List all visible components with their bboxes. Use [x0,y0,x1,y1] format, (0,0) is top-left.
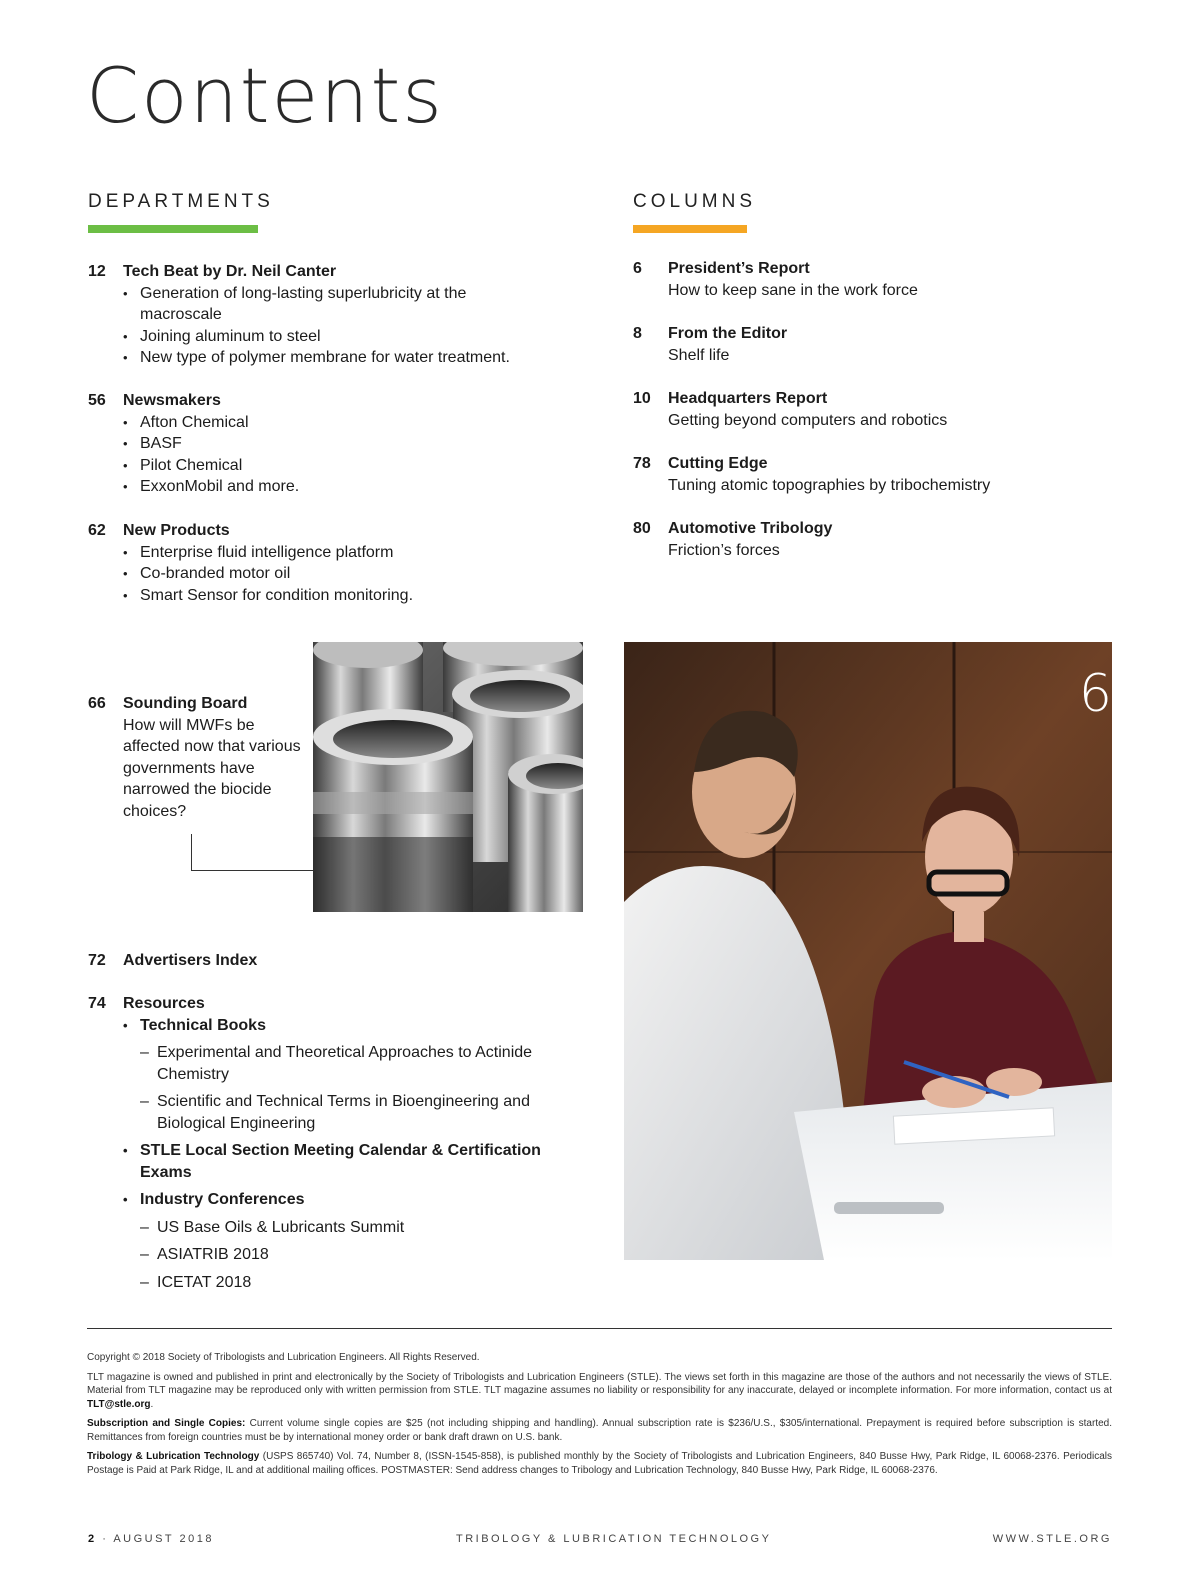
book-item: – Scientific and Technical Terms in Bioengineering and Biological Engineering [140,1091,557,1134]
publication-label: Tribology & Lubrication Technology [87,1451,260,1462]
column-entry-headquarters-report[interactable] [633,388,1093,431]
department-entry-newsmakers[interactable] [88,390,558,498]
footer-page-info [88,1533,214,1545]
departments-accent-bar [88,225,258,233]
column-entry-cutting-edge[interactable] [633,453,1093,496]
footer-magazine-name: TRIBOLOGY & LUBRICATION TECHNOLOGY [456,1533,772,1545]
subscription-notice [87,1417,1112,1444]
industry-conferences-label: Industry Conferences [140,1191,305,1208]
entry-title: Sounding Board [123,695,248,712]
footer-date: AUGUST 2018 [113,1533,214,1545]
entry-page-number: 78 [633,455,651,472]
publication-text: (USPS 865740) Vol. 74, Number 8, (ISSN-1545-858), is published monthly by the Society of Tribologists and Lubrication Engineers, 840 Busse Hwy, Park Ridge, IL 60068-2376. Periodicals Postage is Paid at Park Ridge, IL and at additional mailing offices. POSTMASTER: Send address changes to Tribology and Lubrication Technology, 840 Busse Hwy, Park Ridge, IL 60068-2376. [87,1451,1112,1476]
entry-subtitle: How to keep sane in the work force [668,281,918,299]
list-item: • New type of polymer membrane for water treatment. [123,347,558,369]
entry-title: From the Editor [668,325,788,342]
department-entry-advertisers-index[interactable] [88,950,558,972]
entry-title: New Products [123,522,230,539]
entry-title: Headquarters Report [668,390,828,407]
entry-subtitle: Friction’s forces [668,541,780,559]
entry-subtitle: Tuning atomic topographies by tribochemistry [668,476,991,494]
column-entry-automotive-tribology[interactable] [633,518,1093,561]
footer-separator: · [102,1533,114,1545]
resources-calendar: • STLE Local Section Meeting Calendar & Certification Exams [123,1140,588,1183]
entry-page-number: 56 [88,392,106,409]
entry-title: Automotive Tribology [668,520,833,537]
entry-title: Tech Beat by Dr. Neil Canter [123,263,337,280]
entry-title: Advertisers Index [123,952,258,969]
entry-page-number: 74 [88,995,106,1012]
department-entry-new-products[interactable] [88,520,558,606]
department-entry-resources[interactable] [88,993,588,1299]
contact-email-link[interactable]: TLT@stle.org [87,1398,151,1410]
list-item: • Smart Sensor for condition monitoring. [123,585,558,607]
list-item: • Enterprise fluid intelligence platform [123,542,558,564]
entry-title: Newsmakers [123,392,221,409]
column-entry-from-the-editor[interactable] [633,323,1093,366]
list-item: • ExxonMobil and more. [123,476,558,498]
entry-subtitle: Getting beyond computers and robotics [668,411,948,429]
entry-page-number: 80 [633,520,651,537]
subscription-text: Current volume single copies are $25 (not including shipping and handling). Annual subscription rate is $236/U.S., $305/international. Prepayment is required before subscription is started. Remittances from foreign countries must be by international money order or bank draft drawn on U.S. bank. [87,1418,1112,1443]
resources-industry-conferences [123,1189,588,1293]
publication-notice [87,1450,1112,1477]
fine-print [87,1351,1112,1483]
conference-item: – ASIATRIB 2018 [140,1244,588,1266]
columns-heading: COLUMNS [633,191,757,212]
photo-page-number: 6 [1078,664,1112,724]
entry-description: How will MWFs be affected now that various governments have narrowed the biocide choices? [123,716,301,820]
list-item: • Afton Chemical [123,412,558,434]
footer-page-number: 2 [88,1533,97,1545]
ownership-notice: TLT magazine is owned and published in print and electronically by the Society of Tribologists and Lubrication Engineers (STLE). The views set forth in this magazine are those of the authors and not necessarily the views of STLE. Material from TLT magazine may be reproduced only with written permission from STLE. TLT magazine assumes no liability or responsibility for any inaccurate, delayed or incomplete information. For more information, contact us at TLT@stle.org. [87,1371,1112,1410]
entry-page-number: 12 [88,263,106,280]
list-item: • Pilot Chemical [123,455,558,477]
entry-subtitle: Shelf life [668,346,730,364]
department-entry-tech-beat[interactable] [88,261,558,369]
entry-title: Cutting Edge [668,455,768,472]
entry-page-number: 72 [88,952,106,969]
resources-technical-books [123,1015,588,1135]
ownership-text: TLT magazine is owned and published in print and electronically by the Society of Tribologists and Lubrication Engineers (STLE). The views set forth in this magazine are those of the authors and not necessarily the views of STLE. Material from TLT magazine may be reproduced only with written permission from STLE. TLT magazine assumes no liability or responsibility for any inaccurate, delayed or incomplete information. For more information, contact us at [87,1371,1112,1396]
entry-title: President’s Report [668,260,810,277]
columns-accent-bar [633,225,747,233]
entry-page-number: 66 [88,695,106,712]
footer-website-link[interactable]: WWW.STLE.ORG [992,1533,1112,1545]
list-item: • BASF [123,433,558,455]
entry-page-number: 62 [88,522,106,539]
conference-item: – US Base Oils & Lubricants Summit [140,1217,588,1239]
subscription-label: Subscription and Single Copies: [87,1418,246,1429]
entry-page-number: 10 [633,390,651,407]
entry-page-number: 8 [633,325,642,342]
entry-page-number: 6 [633,260,642,277]
page-title: Contents [86,51,444,140]
list-item: • Co-branded motor oil [123,563,558,585]
copyright-notice: Copyright © 2018 Society of Tribologists and Lubrication Engineers. All Rights Reserved. [87,1352,480,1363]
callout-connector-line [191,834,314,871]
departments-heading: DEPARTMENTS [88,191,274,212]
list-item: • Joining aluminum to steel [123,326,558,348]
column-entry-presidents-report[interactable] [633,258,1093,301]
department-entry-sounding-board[interactable] [88,693,303,822]
entry-title: Resources [123,995,205,1012]
metal-bushings-photo [313,642,583,912]
conference-item: – ICETAT 2018 [140,1272,588,1294]
technical-books-label: Technical Books [140,1016,266,1034]
list-item: • Generation of long-lasting superlubricity at the macroscale [123,283,480,326]
book-item: – Experimental and Theoretical Approaches to Actinide Chemistry [140,1042,557,1085]
meeting-photo [624,642,1112,1260]
footer-divider [87,1328,1112,1329]
